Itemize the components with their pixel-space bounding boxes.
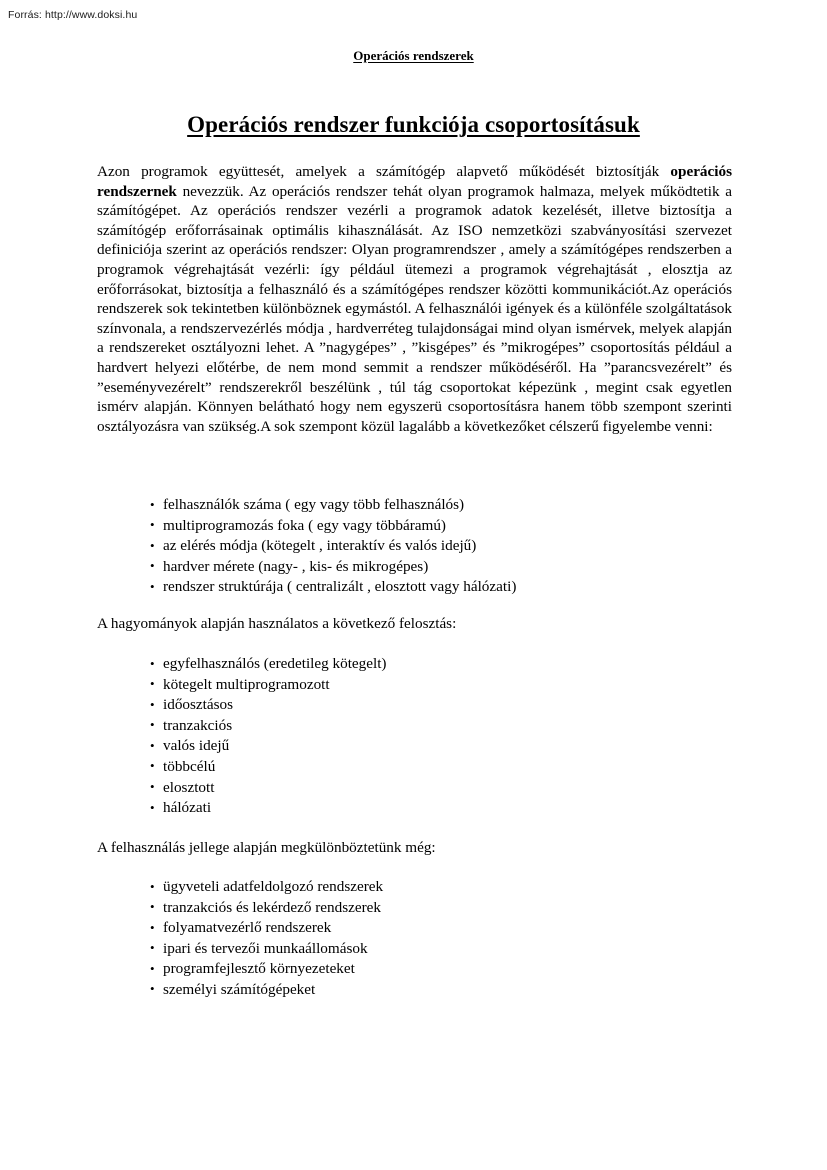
intro-text-bold: operációs rendszernek	[97, 163, 732, 200]
list-item: • rendszer struktúrája ( centralizált , elosztott vagy hálózati)	[150, 577, 516, 598]
list-item: • tranzakciós és lekérdező rendszerek	[150, 898, 383, 919]
list-item: • hálózati	[150, 798, 387, 819]
list-item: • multiprogramozás foka ( egy vagy többáramú)	[150, 516, 516, 537]
list-item: • elosztott	[150, 778, 387, 799]
criteria-list-block	[150, 495, 516, 598]
list-item: • felhasználók száma ( egy vagy több felhasználós)	[150, 495, 516, 516]
list-item: • folyamatvezérlő rendszerek	[150, 918, 383, 939]
list-item: • időosztásos	[150, 695, 387, 716]
intro-paragraph	[97, 162, 732, 436]
list-item: • kötegelt multiprogramozott	[150, 675, 387, 696]
usage-list-block	[150, 877, 383, 1001]
list-item: • személyi számítógépeket	[150, 980, 383, 1001]
usage-list	[150, 877, 383, 1001]
list-item: • tranzakciós	[150, 716, 387, 737]
list-item: • programfejlesztő környezeteket	[150, 959, 383, 980]
source-url-header: Forrás: http://www.doksi.hu	[8, 9, 138, 21]
list-item: • valós idejű	[150, 736, 387, 757]
list-item: • ügyveteli adatfeldolgozó rendszerek	[150, 877, 383, 898]
usage-lead-in: A felhasználás jellege alapján megkülönböztetünk még:	[97, 839, 436, 856]
list-item: • hardver mérete (nagy- , kis- és mikrogépes)	[150, 557, 516, 578]
traditional-lead-in-block	[97, 614, 456, 634]
usage-lead-in-block	[97, 838, 436, 858]
intro-text-part2: nevezzük. Az operációs rendszer tehát olyan programok halmaza, melyek működtetik a számítógépet. Az operációs rendszer vezérli a programok adatok kezelését, illetve biztosítja a számítógép erőforrásainak optimális kihasználását. Az ISO nemzetközi szabványosítási szervezet definiciója szerint az operációs rendszer: Olyan programrendszer , amely a számítógépes rendszerben a programok végrehajtását vezérli: így például ütemezi a programok végrehajtását , elosztja az erőforrásokat, biztosítja a felhasználó és a számítógépes rendszer közötti kommunikációt.Az operációs rendszerek sok tekintetben különböznek egymástól. A felhasználói igények és a különféle szolgáltatások színvonala, a rendszervezérlés módja , hardverréteg tulajdonságai mind olyan ismérvek, melyek alapján a rendszereket osztályozni lehet. A ”nagygépes” , ”kisgépes” és ”mikrogépes” csoportosítás például a hardvert helyezi előtérbe, de nem mond semmit a rendszer működéséről. Ha ”parancsvezérelt” és ”eseményvezérelt” rendszerekről beszélünk , túl tág csoportokat képezünk , megint csak egyetlen ismérv alapján. Könnyen belátható hogy nem egyszerü csoportosításra hanem több szempont szerinti osztályozásra van szükség.A sok szempont közül lagalább a következőket célszerű figyelembe venni:	[97, 182, 732, 435]
intro-text-part1: Azon programok együttesét, amelyek a számítógép alapvető működését biztosítják	[97, 163, 671, 180]
intro-paragraph-block	[97, 162, 732, 436]
list-item: • többcélú	[150, 757, 387, 778]
traditional-list-block	[150, 654, 387, 819]
running-head	[0, 48, 827, 64]
page-title-text: Operációs rendszer funkciója csoportosításuk	[187, 112, 640, 138]
traditional-list	[150, 654, 387, 819]
running-head-text: Operációs rendszerek	[353, 48, 474, 63]
criteria-list	[150, 495, 516, 598]
list-item: • az elérés módja (kötegelt , interaktív és valós idejű)	[150, 536, 516, 557]
list-item: • egyfelhasználós (eredetileg kötegelt)	[150, 654, 387, 675]
page-title	[0, 111, 827, 139]
list-item: • ipari és tervezői munkaállomások	[150, 939, 383, 960]
traditional-lead-in: A hagyományok alapján használatos a következő felosztás:	[97, 615, 457, 632]
